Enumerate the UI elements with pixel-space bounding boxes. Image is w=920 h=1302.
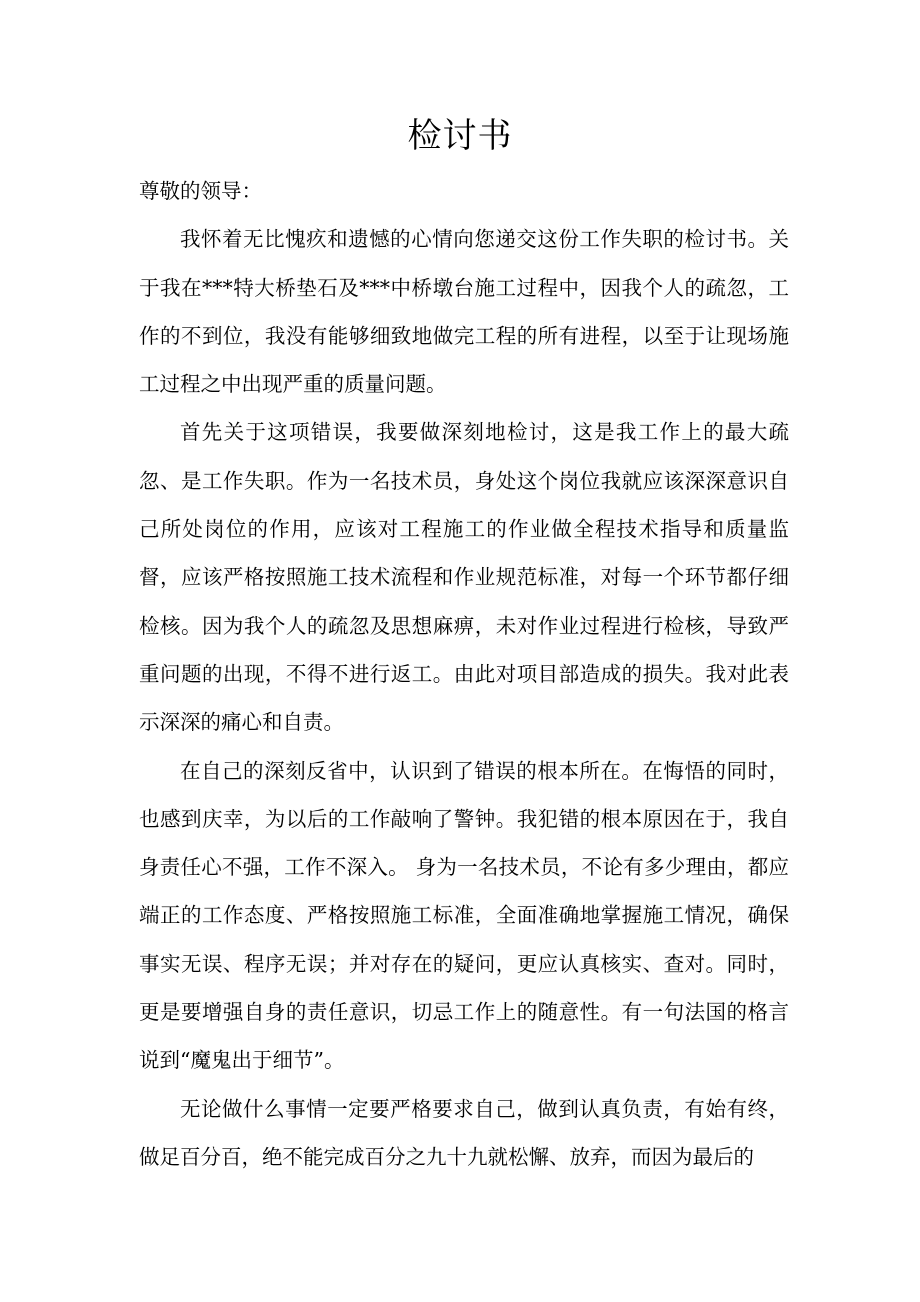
paragraph-2: 首先关于这项错误，我要做深刻地检讨，这是我工作上的最大疏忽、是工作失职。作为一名技术员，身处这个岗位我就应该深深意识自己所处岗位的作用，应该对工程施工的作业做全程技术指导和质量监督，应该严格按照施工技术流程和作业规范标准，对每一个环节都仔细检核。因为我个人的疏忽及思想麻痹，未对作业过程进行检核，导致严重问题的出现，不得不进行返工。由此对项目部造成的损失。我对此表示深深的痛心和自责。 xyxy=(139,420,789,735)
document-title: 检讨书 xyxy=(407,116,513,156)
paragraph-1: 我怀着无比愧疚和遗憾的心情向您递交这份工作失职的检讨书。关于我在***特大桥垫石及***中桥墩台施工过程中，因我个人的疏忽，工作的不到位，我没有能够细致地做完工程的所有进程，以至于让现场施工过程之中出现严重的质量问题。 xyxy=(139,227,789,397)
salutation: 尊敬的领导： xyxy=(139,179,262,203)
paragraph-4: 无论做什么事情一定要严格要求自己，做到认真负责，有始有终，做足百分百，绝不能完成百分之九十九就松懈、放弃，而因为最后的 xyxy=(139,1096,789,1169)
paragraph-3: 在自己的深刻反省中，认识到了错误的根本所在。在悔悟的同时，也感到庆幸，为以后的工作敲响了警钟。我犯错的根本原因在于，我自身责任心不强，工作不深入。 身为一名技术员，不论有多少理由，都应端正的工作态度、严格按照施工标准，全面准确地掌握施工情况，确保事实无误、程序无误；并对存在的疑问，更应认真核实、查对。同时，更是要增强自身的责任意识，切忌工作上的随意性。有一句法国的格言说到“魔鬼出于细节”。 xyxy=(139,758,789,1073)
document-body xyxy=(139,167,789,1181)
